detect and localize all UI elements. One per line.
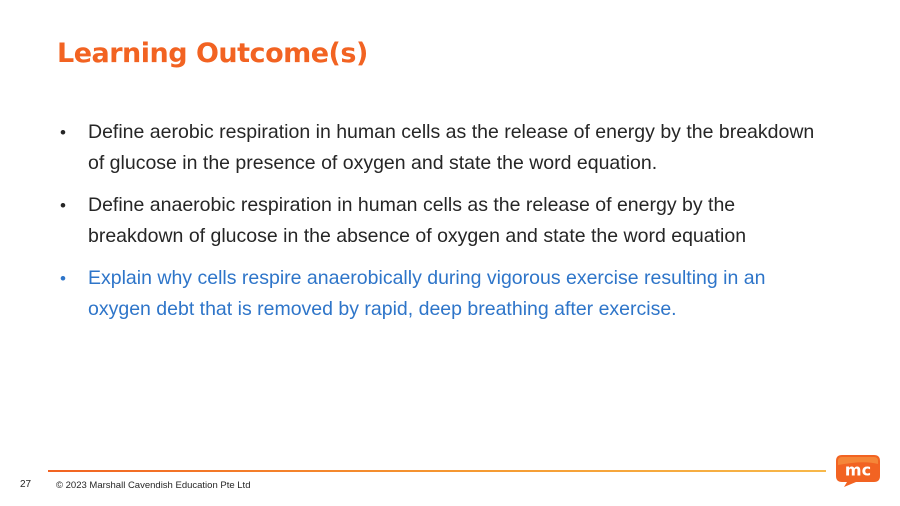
bullet-marker: • (60, 196, 66, 215)
learning-outcomes-list (60, 117, 830, 336)
page-number: 27 (20, 479, 32, 490)
bullet-marker: • (60, 269, 66, 288)
learning-outcome-oxygen-debt (60, 263, 830, 325)
logo-text: mc (844, 460, 872, 480)
learning-outcome-anaerobic (60, 190, 830, 252)
bullet-marker: • (60, 123, 66, 142)
copyright-notice: © 2023 Marshall Cavendish Education Pte Ltd (56, 480, 251, 491)
outcome-text: Define aerobic respiration in human cells as the release of energy by the breakdown of glucose in the presence of oxygen and state the word equation. (88, 121, 815, 174)
learning-outcome-aerobic (60, 117, 830, 179)
slide-title: Learning Outcome(s) (57, 38, 368, 69)
mc-logo-icon (834, 452, 882, 488)
outcome-text: Explain why cells respire anaerobically during vigorous exercise resulting in an oxygen debt that is removed by rapid, deep breathing after exercise. (88, 267, 766, 320)
footer-divider (48, 470, 826, 472)
outcome-text: Define anaerobic respiration in human cells as the release of energy by the breakdown of glucose in the absence of oxygen and state the word equation (88, 194, 747, 247)
